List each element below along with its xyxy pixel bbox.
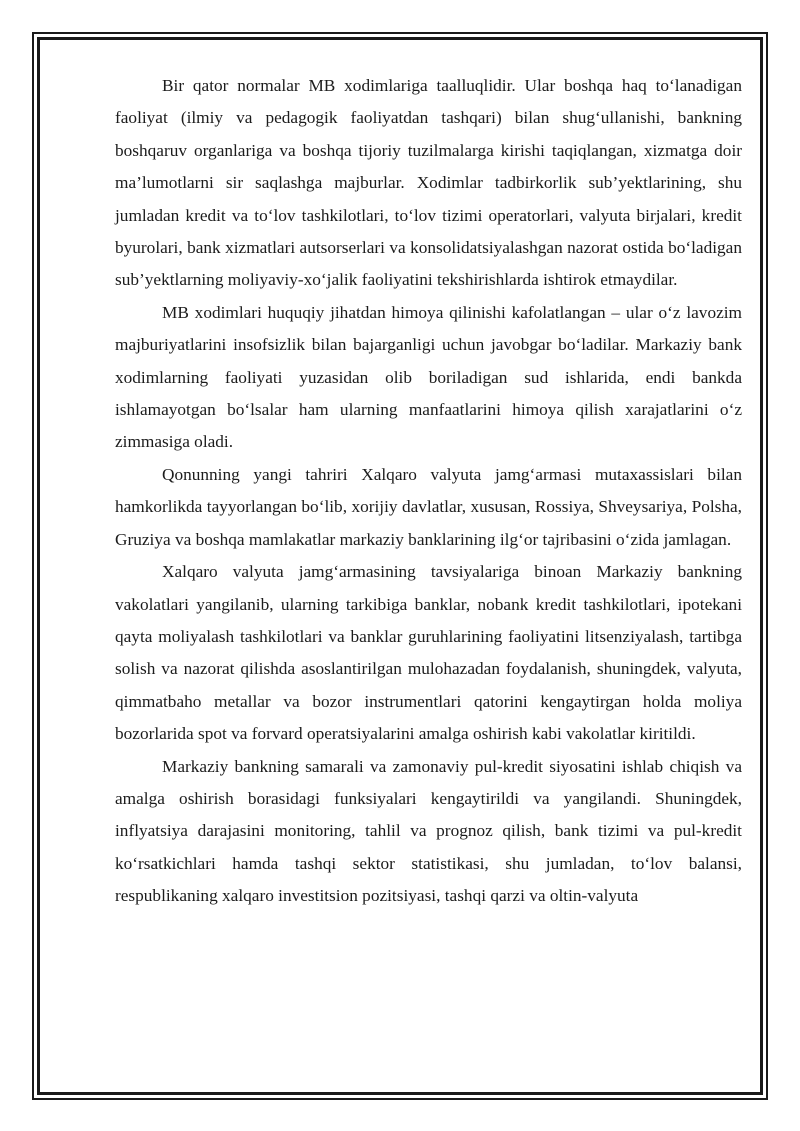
document-body xyxy=(115,70,742,913)
paragraph-2: MB xodimlari huquqiy jihatdan himoya qilinishi kafolatlangan – ular o‘z lavozim majburiyatlarini insofsizlik bilan bajarganligi uchun javobgar bo‘ladilar. Markaziy bank xodimlarning faoliyati yuzasidan olib boriladigan sud ishlarida, endi bankda ishlamayotgan bo‘lsalar ham ularning manfaatlarini himoya qilish xarajatlarini o‘z zimmasiga oladi. xyxy=(115,302,742,452)
paragraph-4: Xalqaro valyuta jamg‘armasining tavsiyalariga binoan Markaziy bankning vakolatlari yangilanib, ularning tarkibiga banklar, nobank kredit tashkilotlari, ipotekani qayta moliyalash tashkilotlari va banklar guruhlarining faoliyatini litsenziyalash, tartibga solish va nazorat qilishda asoslantirilgan mulohazadan foydalanish, shuningdek, valyuta, qimmatbaho metallar va bozor instrumentlari qatorini kengaytirgan holda moliya bozorlarida spot va forvard operatsiyalarini amalga oshirish kabi vakolatlar kiritildi. xyxy=(115,562,742,744)
paragraph-5: Markaziy bankning samarali va zamonaviy pul-kredit siyosatini ishlab chiqish va amalga oshirish borasidagi funksiyalari kengaytirildi va yangilandi. Shuningdek, inflyatsiya darajasini monitoring, tahlil va prognoz qilish, bank tizimi va pul-kredit ko‘rsatkichlari hamda tashqi sektor statistikasi, shu jumladan, to‘lov balansi, respublikaning xalqaro investitsion pozitsiyasi, tashqi qarzi va oltin-valyuta xyxy=(115,756,742,906)
paragraph-3: Qonunning yangi tahriri Xalqaro valyuta jamg‘armasi mutaxassislari bilan hamkorlikda tayyorlangan bo‘lib, xorijiy davlatlar, xususan, Rossiya, Shveysariya, Polsha, Gruziya va boshqa mamlakatlar markaziy banklarining ilg‘or tajribasini o‘zida jamlagan. xyxy=(115,464,742,549)
paragraph-1: Bir qator normalar MB xodimlariga taalluqlidir. Ular boshqa haq to‘lanadigan faoliyat (ilmiy va pedagogik faoliyatdan tashqari) bilan shug‘ullanishi, bankning boshqaruv organlariga va boshqa tijoriy tuzilmalarga kirishi taqiqlangan, xizmatga doir ma’lumotlarni sir saqlashga majburlar. Xodimlar tadbirkorlik sub’yektlarining, shu jumladan kredit va to‘lov tashkilotlari, to‘lov tizimi operatorlari, valyuta birjalari, kredit byurolari, bank xizmatlari autsorserlari va konsolidatsiyalashgan nazorat ostida bo‘ladigan sub’yektlarning moliyaviy-xo‘jalik faoliyatini tekshirishlarda ishtirok etmaydilar. xyxy=(115,76,742,290)
